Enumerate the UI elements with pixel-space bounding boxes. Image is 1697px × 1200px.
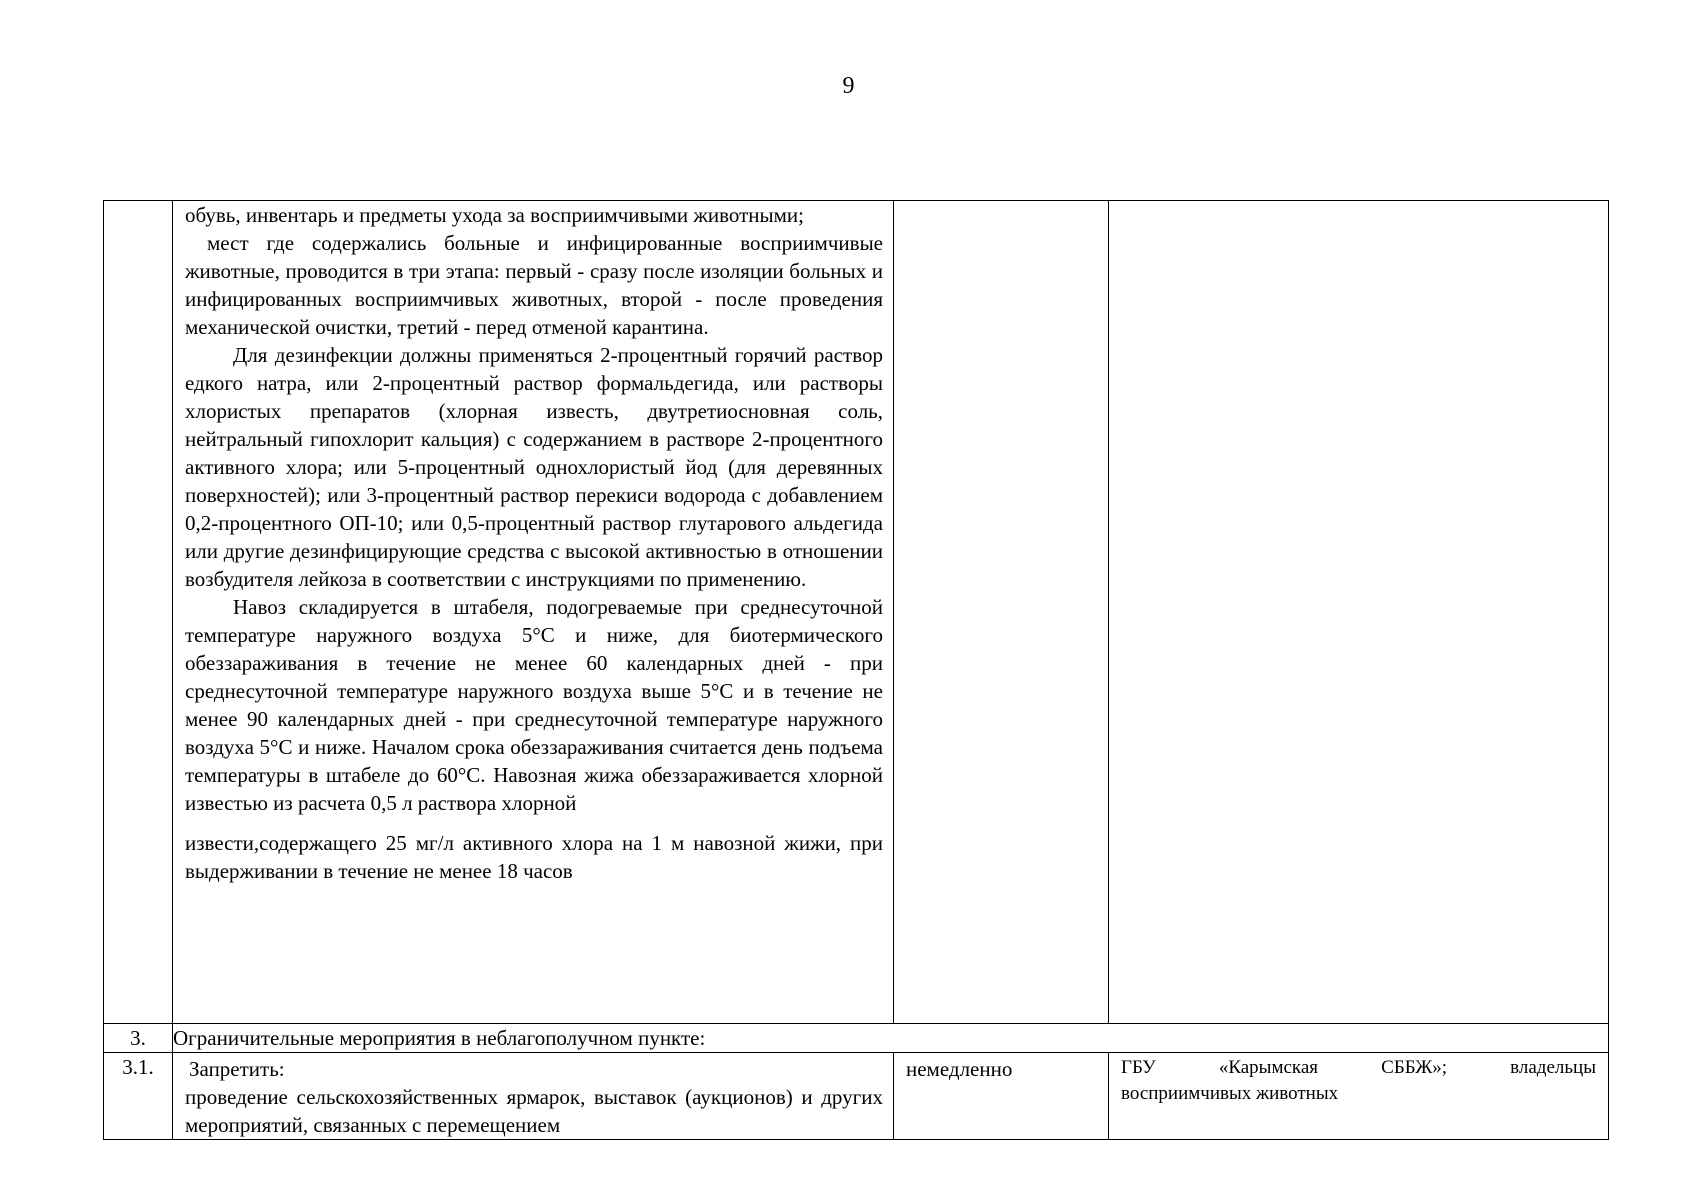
measure-text-cell xyxy=(173,1053,894,1140)
term-text: немедленно xyxy=(906,1057,1013,1081)
item-body: проведение сельскохозяйственных ярмарок, выставок (аукционов) и других мероприятий, связанных с перемещением xyxy=(185,1085,883,1137)
paragraph: извести,содержащего 25 мг/л активного хлора на 1 м навозной жижи, при выдерживании в течение не менее 18 часов xyxy=(185,831,883,883)
measures-table xyxy=(103,200,1609,1140)
measure-text xyxy=(173,201,893,885)
table-row xyxy=(104,201,1609,1024)
responsible-word: «Карымская xyxy=(1218,1057,1319,1078)
measure-text xyxy=(173,1053,893,1139)
responsible-text xyxy=(1109,1053,1608,1107)
paragraph: обувь, инвентарь и предметы ухода за восприимчивыми животными; xyxy=(185,203,804,227)
term-cell xyxy=(894,1053,1109,1140)
responsible-word: владельцы xyxy=(1510,1057,1596,1078)
responsible-line xyxy=(1121,1055,1596,1081)
responsible-cell xyxy=(1109,1053,1609,1140)
responsible-cell xyxy=(1109,201,1609,1024)
page-number: 9 xyxy=(842,73,855,99)
paragraph: Навоз складируется в штабеля, подогреваемые при среднесуточной температуре наружного воздуха 5°С и ниже, для биотермического обеззараживания в течение не менее 60 календарных дней - при среднесуточной температуре наружного воздуха выше 5°С и в течение не менее 90 календарных дней - при среднесуточной температуре наружного воздуха 5°С и ниже. Началом срока обеззараживания считается день подъема температуры в штабеле до 60°С. Навозная жижа обеззараживается хлорной известью из расчета 0,5 л раствора хлорной xyxy=(185,595,883,815)
paragraph: мест где содержались больные и инфицированные восприимчивые животные, проводится в три этапа: первый - сразу после изоляции больных и инфицированных восприимчивых животных, второй - после проведения механической очистки, третий - перед отменой карантина. xyxy=(185,231,883,339)
item-lead: Запретить: xyxy=(189,1057,285,1081)
section-number: 3. xyxy=(104,1024,173,1053)
responsible-word: СББЖ»; xyxy=(1381,1057,1447,1078)
section-title: Ограничительные мероприятия в неблагополучном пункте: xyxy=(173,1024,1609,1053)
term-cell xyxy=(894,201,1109,1024)
measure-text-cell xyxy=(173,201,894,1024)
section-row xyxy=(104,1024,1609,1053)
paragraph: Для дезинфекции должны применяться 2-процентный горячий раствор едкого натра, или 2-процентный раствор формальдегида, или растворы хлористых препаратов (хлорная известь, двутретиосновная соль, нейтральный гипохлорит кальция) с содержанием в растворе 2-процентного активного хлора; или 5-процентный однохлористый йод (для деревянных поверхностей); или 3-процентный раствор перекиси водорода с добавлением 0,2-процентного ОП-10; или 0,5-процентный раствор глутарового альдегида или другие дезинфицирующие средства с высокой активностью в отношении возбудителя лейкоза в соответствии с инструкциями по применению. xyxy=(185,343,883,591)
table-row xyxy=(104,1053,1609,1140)
item-number: 3.1. xyxy=(104,1053,173,1140)
row-number-cell xyxy=(104,201,173,1024)
responsible-word: ГБУ xyxy=(1121,1057,1156,1078)
responsible-line: восприимчивых животных xyxy=(1121,1083,1339,1104)
